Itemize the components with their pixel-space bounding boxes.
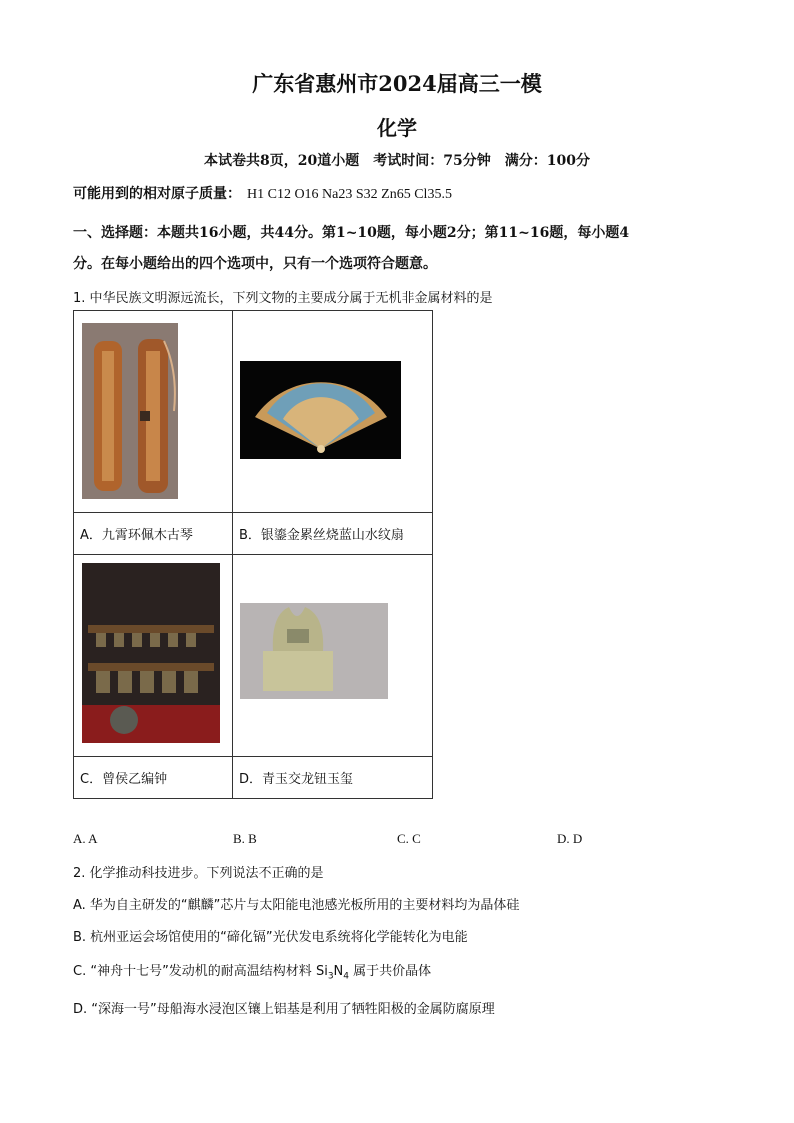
- fan-image: [233, 311, 432, 508]
- image-cell-d: [233, 555, 433, 757]
- q2-option-c-mid: N: [333, 964, 344, 979]
- q1-choice-a: A. A: [73, 831, 98, 846]
- q1-choice-b: B. B: [233, 831, 257, 846]
- exam-info: 本试卷共8页，20道小题 考试时间：75分钟 满分：100分: [204, 153, 590, 169]
- q2-option-c-pre: C. “神舟十七号”发动机的耐高温结构材料 Si: [73, 964, 328, 979]
- section-1-instructions: [73, 218, 733, 280]
- image-cell-b: [233, 311, 433, 513]
- question-2-stem: 2. 化学推动科技进步。下列说法不正确的是: [73, 866, 324, 881]
- jade-seal-image: [233, 555, 432, 752]
- q1-choice-d: D. D: [557, 831, 583, 846]
- q2-option-a: A. 华为自主研发的“麒麟”芯片与太阳能电池感光板所用的主要材料均为晶体硅: [73, 898, 520, 913]
- label-d: D．青玉交龙钮玉玺: [233, 757, 433, 799]
- bianzhong-image: [74, 555, 232, 752]
- image-cell-a: [74, 311, 233, 513]
- guqin-image: [74, 311, 232, 508]
- q2-option-c-sub2: 4: [343, 971, 350, 982]
- label-c: C．曾侯乙编钟: [74, 757, 233, 799]
- q2-option-c-post: 属于共价晶体: [349, 964, 432, 979]
- label-a: A．九霄环佩木古琴: [74, 513, 233, 555]
- page-title: 广东省惠州市2024届高三一模: [252, 71, 542, 96]
- section-1-line-2: 分。在每小题给出的四个选项中，只有一个选项符合题意。: [73, 256, 437, 272]
- subject-title: 化学: [377, 116, 417, 140]
- atomic-mass-values: H1 C12 O16 Na23 S32 Zn65 Cl35.5: [247, 187, 452, 202]
- atomic-mass-label: 可能用到的相对原子质量：: [73, 186, 241, 202]
- q1-choice-c: C. C: [397, 831, 421, 846]
- section-1-line-1: 一、选择题：本题共16小题，共44分。第1~10题，每小题2分；第11~16题，每小题4: [73, 225, 630, 241]
- image-cell-c: [74, 555, 233, 757]
- q2-option-c-sub1: 3: [327, 971, 334, 982]
- q2-option-d: D. “深海一号”母船海水浸泡区镶上铝基是利用了牺牲阳极的金属防腐原理: [73, 1002, 495, 1017]
- q2-option-b: B. 杭州亚运会场馆使用的“碲化镉”光伏发电系统将化学能转化为电能: [73, 930, 468, 945]
- question-1-stem: 1. 中华民族文明源远流长，下列文物的主要成分属于无机非金属材料的是: [73, 291, 493, 306]
- q2-option-c: [73, 960, 431, 982]
- question-1-image-table: [73, 310, 433, 799]
- label-b: B．银鎏金累丝烧蓝山水纹扇: [233, 513, 433, 555]
- atomic-mass-line: [73, 183, 452, 203]
